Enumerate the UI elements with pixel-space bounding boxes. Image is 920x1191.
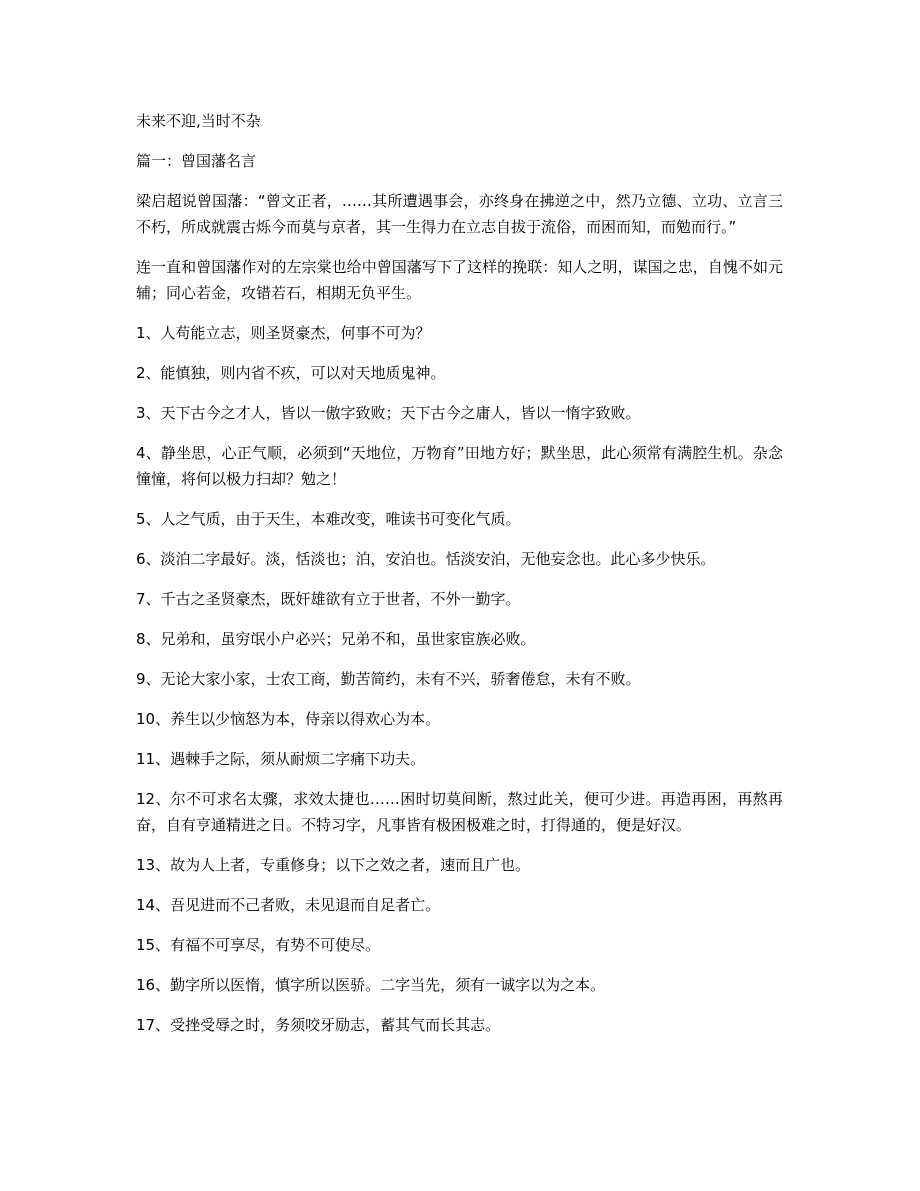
quote-item-15: 15、有福不可享尽，有势不可使尽。	[136, 936, 381, 954]
quote-item-4: 4、静坐思，心正气顺，必须到“天地位，万物育”田地方好；默坐思，此心须常有满腔生机。杂念憧憧，将何以极力扫却？勉之！	[136, 444, 783, 488]
quote-item-3: 3、天下古今之才人，皆以一傲字致败；天下古今之庸人，皆以一惰字致败。	[136, 404, 641, 422]
quote-item-11: 11、遇棘手之际，须从耐烦二字痛下功夫。	[136, 750, 426, 768]
document-body	[136, 108, 783, 1052]
quote-item-12: 12、尔不可求名太骤，求效太捷也……困时切莫间断，熬过此关，便可少进。再造再困，再熬再奋，自有亨通精进之日。不特习字，凡事皆有极困极难之时，打得通的，便是好汉。	[136, 790, 783, 834]
quote-item-13: 13、故为人上者，专重修身；以下之效之者，速而且广也。	[136, 856, 531, 874]
quote-item-1: 1、人苟能立志，则圣贤豪杰，何事不可为？	[136, 324, 431, 342]
quote-item-16: 16、勤字所以医惰，慎字所以医骄。二字当先，须有一诚字以为之本。	[136, 976, 606, 994]
quote-item-14: 14、吾见进而不己者败，未见退而自足者亡。	[136, 896, 441, 914]
intro-paragraph-zuo-zongtang: 连一直和曾国藩作对的左宗棠也给中曾国藩写下了这样的挽联：知人之明，谋国之忠，自愧不如元辅；同心若金，攻错若石，相期无负平生。	[136, 258, 783, 302]
quote-item-2: 2、能慎独，则内省不疚，可以对天地质鬼神。	[136, 364, 446, 382]
intro-paragraph-liang-qichao: 梁启超说曾国藩：“曾文正者，……其所遭遇事会，亦终身在拂逆之中，然乃立德、立功、立言三不朽，所成就震古烁今而莫与京者，其一生得力在立志自拔于流俗，而困而知，而勉而行。”	[136, 192, 783, 236]
quote-item-8: 8、兄弟和，虽穷氓小户必兴；兄弟不和，虽世家宦族必败。	[136, 630, 536, 648]
section-heading: 篇一：曾国藩名言	[136, 152, 257, 170]
quote-item-7: 7、千古之圣贤豪杰，既奸雄欲有立于世者，不外一勤字。	[136, 590, 521, 608]
quote-item-6: 6、淡泊二字最好。淡，恬淡也；泊，安泊也。恬淡安泊，无他妄念也。此心多少快乐。	[136, 550, 716, 568]
quote-item-5: 5、人之气质，由于天生，本难改变，唯读书可变化气质。	[136, 510, 521, 528]
document-title: 未来不迎,当时不杂	[136, 112, 261, 130]
quote-item-17: 17、受挫受辱之时，务须咬牙励志，蓄其气而长其志。	[136, 1016, 501, 1034]
quote-item-10: 10、养生以少恼怒为本，侍亲以得欢心为本。	[136, 710, 441, 728]
quote-item-9: 9、无论大家小家，士农工商，勤苦简约，未有不兴，骄奢倦怠，未有不败。	[136, 670, 641, 688]
